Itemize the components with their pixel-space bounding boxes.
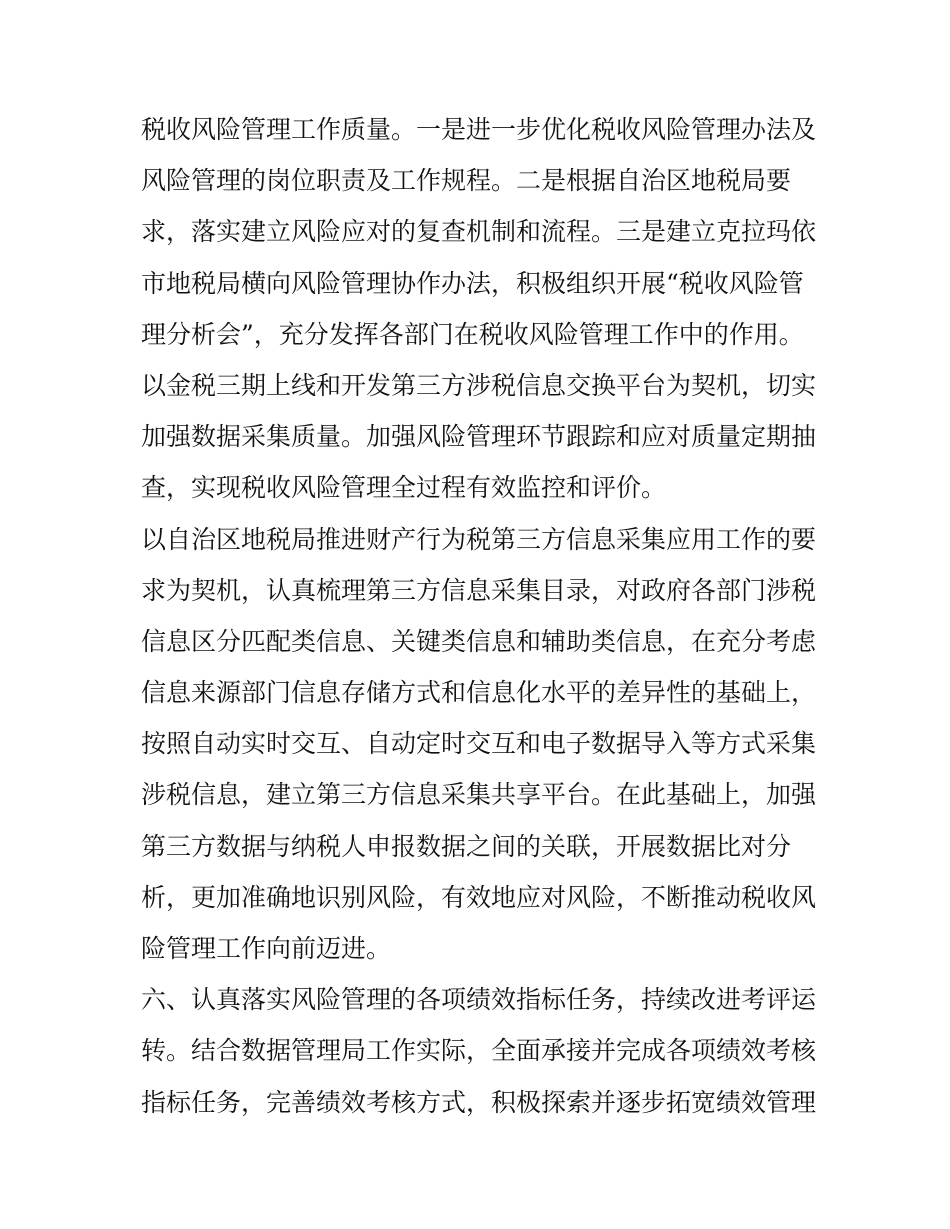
text-line: 指标任务，完善绩效考核方式，积极探索并逐步拓宽绩效管理 (141, 1087, 817, 1117)
text-line: 求为契机，认真梳理第三方信息采集目录，对政府各部门涉税 (141, 575, 817, 605)
text-line: 以金税三期上线和开发第三方涉税信息交换平台为契机，切实 (141, 370, 817, 400)
text-line: 六、认真落实风险管理的各项绩效指标任务，持续改进考评运 (141, 985, 817, 1015)
text-line: 按照自动实时交互、自动定时交互和电子数据导入等方式采集 (141, 729, 817, 759)
text-line: 以自治区地税局推进财产行为税第三方信息采集应用工作的要 (141, 524, 817, 554)
text-line: 市地税局横向风险管理协作办法，积极组织开展“税收风险管 (141, 268, 804, 298)
text-line: 税收风险管理工作质量。一是进一步优化税收风险管理办法及 (141, 115, 817, 144)
text-line: 信息来源部门信息存储方式和信息化水平的差异性的基础上， (141, 678, 817, 708)
text-line: 求，落实建立风险应对的复查机制和流程。三是建立克拉玛依 (141, 217, 817, 247)
text-line: 查，实现税收风险管理全过程有效监控和评价。 (141, 473, 667, 503)
text-line: 转。结合数据管理局工作实际，全面承接并完成各项绩效考核 (141, 1036, 817, 1066)
text-line: 析，更加准确地识别风险，有效地应对风险，不断推动税收风 (141, 882, 817, 912)
text-line: 理分析会”，充分发挥各部门在税收风险管理工作中的作用。 (141, 319, 804, 349)
text-line: 第三方数据与纳税人申报数据之间的关联，开展数据比对分 (141, 831, 792, 861)
text-line: 信息区分匹配类信息、关键类信息和辅助类信息，在充分考虑 (141, 626, 817, 656)
text-line: 涉税信息，建立第三方信息采集共享平台。在此基础上，加强 (141, 780, 817, 810)
text-line: 加强数据采集质量。加强风险管理环节跟踪和应对质量定期抽 (141, 422, 817, 452)
body-text (141, 104, 821, 1128)
text-line: 风险管理的岗位职责及工作规程。二是根据自治区地税局要 (141, 166, 792, 196)
text-line: 险管理工作向前迈进。 (141, 934, 392, 963)
